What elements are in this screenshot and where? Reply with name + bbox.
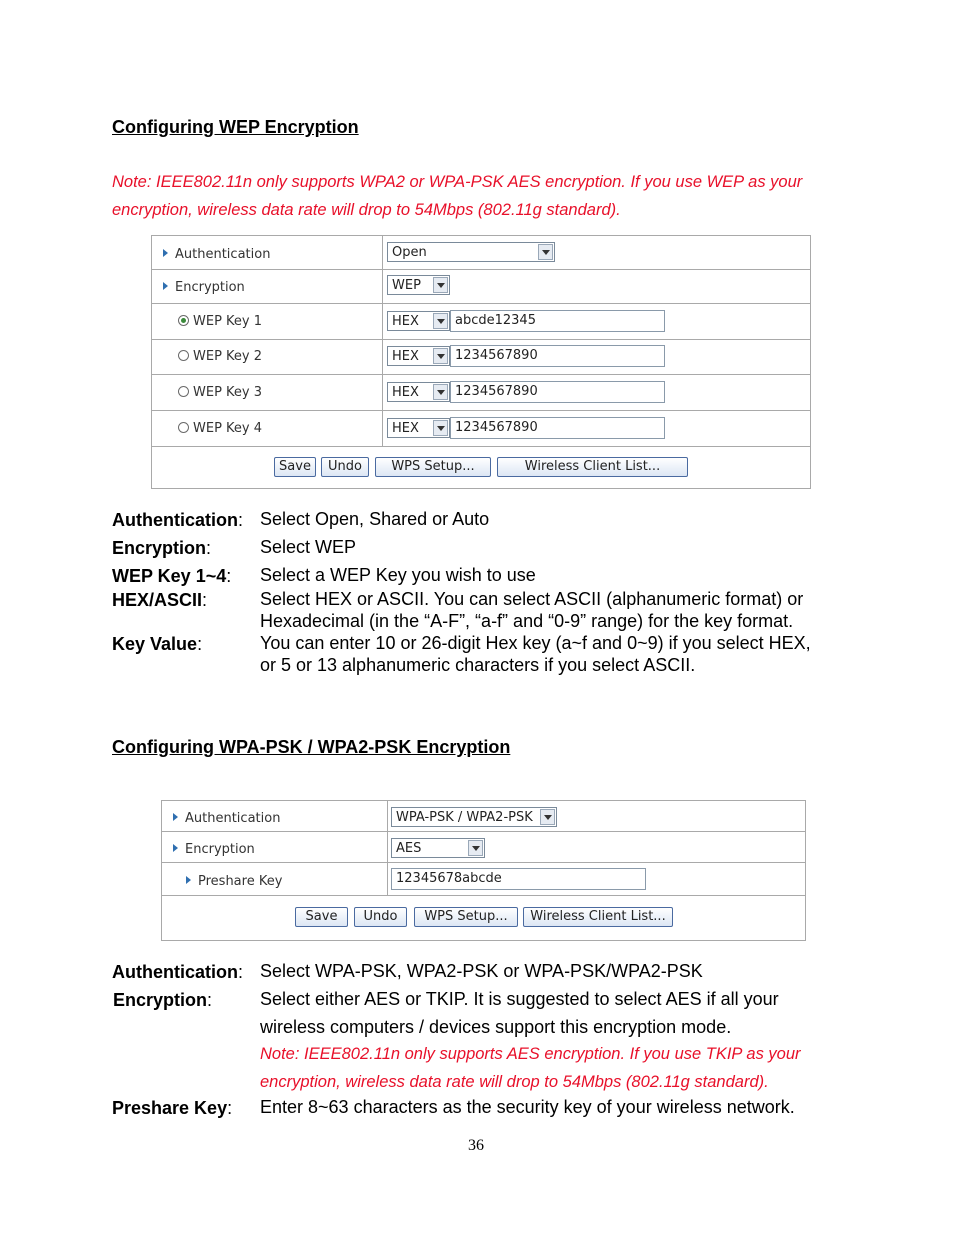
wps-setup-button[interactable]: WPS Setup... xyxy=(375,457,491,477)
wep-note-line1: Note: IEEE802.11n only supports WPA2 or WPA-PSK AES encryption. If you use WEP as your xyxy=(112,173,803,191)
enc-label-text: Encryption xyxy=(185,842,255,857)
arrow-right-icon xyxy=(163,282,168,290)
wep-key-3-radio[interactable] xyxy=(178,385,262,400)
arrow-right-icon xyxy=(163,249,168,257)
enc-note-line2: encryption, wireless data rate will drop to 54Mbps (802.11g standard). xyxy=(260,1073,769,1091)
auth-label-text: Authentication xyxy=(185,811,281,826)
def-desc: Hexadecimal (in the “A-F”, “a-f” and “0-9” range) for the key format. xyxy=(260,611,794,631)
wep-key-2-input[interactable]: 1234567890 xyxy=(450,345,665,367)
def-term-text: HEX/ASCII xyxy=(112,590,203,610)
arrow-right-icon xyxy=(173,844,178,852)
def-desc: Select WEP xyxy=(260,537,357,557)
format-value: HEX xyxy=(392,385,419,400)
chevron-down-icon xyxy=(433,277,448,293)
wpa-settings-panel xyxy=(161,800,806,941)
psk-label-text: Preshare Key xyxy=(198,874,283,889)
enc-label-text: Encryption xyxy=(175,280,245,295)
def-term: HEX/ASCII: xyxy=(112,590,208,610)
auth-select-value: Open xyxy=(392,245,427,260)
wep-key-label: WEP Key 1 xyxy=(193,314,263,329)
def-term: Encryption: xyxy=(113,990,213,1010)
wep-heading: Configuring WEP Encryption xyxy=(112,117,359,137)
save-button[interactable]: Save xyxy=(295,907,348,927)
undo-button[interactable]: Undo xyxy=(321,457,369,477)
auth-label xyxy=(163,247,270,262)
chevron-down-icon xyxy=(433,384,448,400)
radio-unselected-icon xyxy=(178,350,189,361)
wep-key-4-input[interactable]: 1234567890 xyxy=(450,417,665,439)
wep-key-1-format-select[interactable] xyxy=(387,311,450,331)
auth-label xyxy=(173,811,280,826)
arrow-right-icon xyxy=(186,876,191,884)
def-term: Authentication: xyxy=(112,510,244,530)
enc-note-line1: Note: IEEE802.11n only supports AES encryption. If you use TKIP as your xyxy=(260,1045,801,1063)
page-number: 36 xyxy=(468,1137,484,1154)
wps-setup-button[interactable]: WPS Setup... xyxy=(414,907,518,927)
psk-label xyxy=(186,874,282,889)
radio-unselected-icon xyxy=(178,422,189,433)
wep-key-4-format-select[interactable] xyxy=(387,418,450,438)
auth-label-text: Authentication xyxy=(175,247,271,262)
chevron-down-icon xyxy=(468,840,483,856)
wep-note-line2: encryption, wireless data rate will drop to 54Mbps (802.11g standard). xyxy=(112,201,621,219)
format-value: HEX xyxy=(392,421,419,436)
arrow-right-icon xyxy=(173,813,178,821)
def-term: Key Value: xyxy=(112,634,203,654)
chevron-down-icon xyxy=(433,348,448,364)
enc-select[interactable] xyxy=(387,275,450,295)
def-desc: Select Open, Shared or Auto xyxy=(260,509,490,529)
wireless-client-list-button[interactable]: Wireless Client List... xyxy=(523,907,673,927)
chevron-down-icon xyxy=(540,809,555,825)
wireless-client-list-button[interactable]: Wireless Client List... xyxy=(497,457,688,477)
chevron-down-icon xyxy=(433,313,448,329)
def-term: Authentication: xyxy=(112,962,244,982)
def-term-text: Encryption xyxy=(113,990,208,1010)
preshare-key-input[interactable]: 12345678abcde xyxy=(391,868,646,890)
wep-key-3-input[interactable]: 1234567890 xyxy=(450,381,665,403)
enc-label xyxy=(173,842,255,857)
def-desc: Enter 8~63 characters as the security key of your wireless network. xyxy=(260,1097,795,1117)
auth-select-value: WPA-PSK / WPA2-PSK xyxy=(396,810,533,825)
enc-select[interactable] xyxy=(391,838,485,858)
def-term-text: Preshare Key xyxy=(112,1098,228,1118)
def-term: Preshare Key: xyxy=(112,1098,233,1118)
def-term-text: Authentication xyxy=(112,962,238,982)
wep-key-label: WEP Key 3 xyxy=(193,385,263,400)
wep-key-2-format-select[interactable] xyxy=(387,346,450,366)
wep-key-2-radio[interactable] xyxy=(178,349,262,364)
def-term-text: Key Value xyxy=(112,634,198,654)
format-value: HEX xyxy=(392,314,419,329)
wep-key-1-radio[interactable] xyxy=(178,314,262,329)
wep-key-label: WEP Key 2 xyxy=(193,349,263,364)
wep-key-label: WEP Key 4 xyxy=(193,421,263,436)
def-term-text: Encryption xyxy=(112,538,207,558)
def-term-text: Authentication xyxy=(112,510,238,530)
def-desc: or 5 or 13 alphanumeric characters if you select ASCII. xyxy=(260,655,696,675)
wep-settings-panel xyxy=(151,235,811,489)
def-term: WEP Key 1~4: xyxy=(112,566,232,586)
save-button[interactable]: Save xyxy=(274,457,316,477)
auth-select[interactable] xyxy=(387,242,555,262)
def-desc: You can enter 10 or 26-digit Hex key (a~f and 0~9) if you select HEX, xyxy=(260,633,811,653)
def-desc: Select either AES or TKIP. It is suggested to select AES if all your xyxy=(260,989,779,1009)
def-desc: Select WPA-PSK, WPA2-PSK or WPA-PSK/WPA2-PSK xyxy=(260,961,703,981)
def-term: Encryption: xyxy=(112,538,212,558)
radio-unselected-icon xyxy=(178,386,189,397)
chevron-down-icon xyxy=(538,244,553,260)
wep-key-3-format-select[interactable] xyxy=(387,382,450,402)
enc-label xyxy=(163,280,245,295)
chevron-down-icon xyxy=(433,420,448,436)
enc-row xyxy=(152,270,810,304)
wep-key-4-radio[interactable] xyxy=(178,421,262,436)
format-value: HEX xyxy=(392,349,419,364)
radio-selected-icon xyxy=(178,315,189,326)
enc-select-value: AES xyxy=(396,841,422,856)
wpa-heading: Configuring WPA-PSK / WPA2-PSK Encryption xyxy=(112,737,511,757)
enc-select-value: WEP xyxy=(392,278,421,293)
def-desc: Select HEX or ASCII. You can select ASCII (alphanumeric format) or xyxy=(260,589,804,609)
def-desc: wireless computers / devices support this encryption mode. xyxy=(260,1017,732,1037)
def-desc: Select a WEP Key you wish to use xyxy=(260,565,536,585)
undo-button[interactable]: Undo xyxy=(354,907,407,927)
def-term-text: WEP Key 1~4 xyxy=(112,566,227,586)
auth-select[interactable] xyxy=(391,807,557,827)
wep-key-1-input[interactable]: abcde12345 xyxy=(450,310,665,332)
